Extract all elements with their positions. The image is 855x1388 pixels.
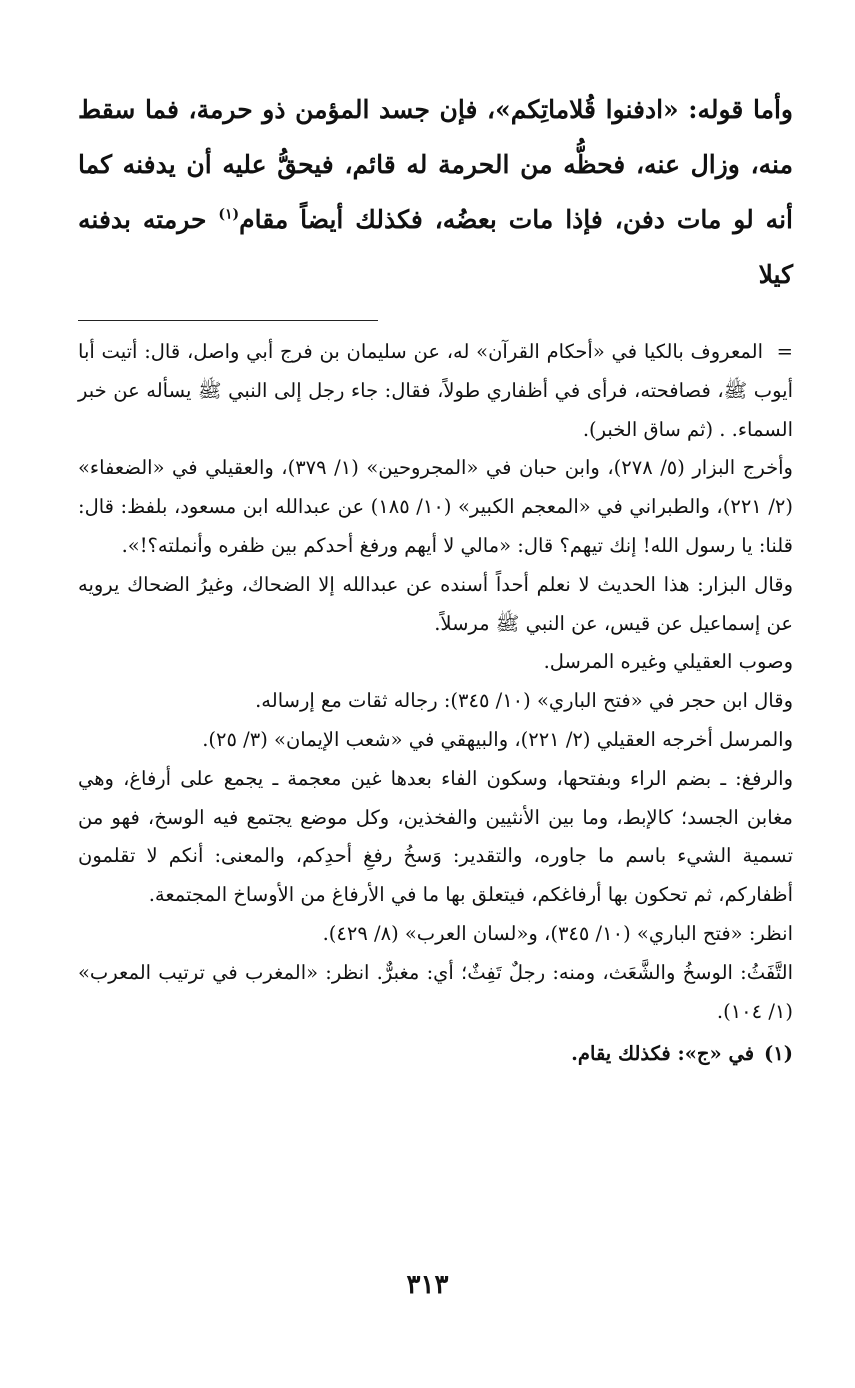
main-line-3: أنه لو مات دفن، فإذا مات بعضُه، فكذلك أيضاً مقام bbox=[239, 205, 793, 234]
footnote-paragraph: انظر: «فتح الباري» (١٠/ ٣٤٥)، و«لسان العرب» (٨/ ٤٢٩). bbox=[322, 921, 793, 945]
main-text bbox=[78, 82, 793, 302]
footnote-paragraph: المعروف بالكيا في «أحكام القرآن» له، عن سليمان بن فرج أبي واصل، قال: أتيت أبا أيوب ﷺ، فصافحته، فرأى في أظفاري طولاً، فقال: جاء رجل إلى النبي ﷺ يسأله عن خبر السماء. . (ثم ساق الخبر). bbox=[78, 340, 793, 441]
footnote-paragraph: وقال البزار: هذا الحديث لا نعلم أحداً أسنده عن عبدالله إلا الضحاك، وغيرُ الضحاك يرويه عن إسماعيل عن قيس، عن النبي ﷺ مرسلاً. bbox=[78, 572, 793, 635]
footnote-paragraph: والمرسل أخرجه العقيلي (٢/ ٢٢١)، والبيهقي في «شعب الإيمان» (٣/ ٢٥). bbox=[202, 727, 793, 751]
footnotes-section bbox=[78, 333, 793, 1074]
footnote-text: في «ج»: فكذلك يقام. bbox=[571, 1042, 755, 1066]
document-page bbox=[78, 82, 793, 1348]
footnote-paragraph: التَّفَثُ: الوسخُ والشَّعَث، ومنه: رجلٌ تَفِثٌ؛ أي: مغبرٌّ. انظر: «المغرب في ترتيب المعرب» (١/ ١٠٤). bbox=[78, 960, 793, 1023]
continuation-marker: = bbox=[776, 340, 793, 363]
footnote-1 bbox=[78, 1035, 793, 1074]
main-line-3-end: حرمته بدفنه كيلا bbox=[78, 205, 793, 289]
footnote-reference[interactable]: (١) bbox=[218, 206, 240, 223]
footnote-paragraph: والرفغ: ـ بضم الراء وبفتحها، وسكون الفاء بعدها غين معجمة ـ يجمع على أرفاغ، وهي مغابن الجسد؛ كالإبط، وما بين الأنثيين والفخذين، وكل موضع يجتمع فيه الوسخ، فهو من تسمية الشيء باسم ما جاوره، والتقدير: وَسخُ رفغِ أحدِكم، والمعنى: أنكم لا تقلمون أظفاركم، ثم تحكون بها أرفاغكم، فيتعلق بها ما في الأرفاغ من الأوساخ المجتمعة. bbox=[78, 766, 793, 907]
footnote-continuation bbox=[78, 333, 793, 449]
page-number: ٣١٣ bbox=[406, 1270, 449, 1300]
main-line-2: سقط منه، وزال عنه، فحظُّه من الحرمة له قائم، فيحقُّ عليه أن يدفنه كما bbox=[78, 95, 793, 179]
footnote-separator bbox=[78, 320, 378, 321]
main-line-1: وأما قوله: «ادفنوا قُلاماتِكم»، فإن جسد المؤمن ذو حرمة، فما bbox=[144, 95, 793, 124]
footnote-paragraph: وأخرج البزار (٥/ ٢٧٨)، وابن حبان في «المجروحين» (١/ ٣٧٩)، والعقيلي في «الضعفاء» (٢/ ٢٢١)، والطبراني في «المعجم الكبير» (١٠/ ١٨٥) عن عبدالله ابن مسعود، بلفظ: قال: قلنا: يا رسول الله! إنك تيهم؟ قال: «مالي لا أيهم ورفغ أحدكم بين ظفره وأنملته؟!». bbox=[78, 456, 793, 557]
footnote-separator-wrap bbox=[78, 302, 793, 333]
footnote-paragraph: وقال ابن حجر في «فتح الباري» (١٠/ ٣٤٥): رجاله ثقات مع إرساله. bbox=[255, 689, 793, 713]
footnote-number: (١) bbox=[764, 1042, 793, 1066]
footnote-paragraph: وصوب العقيلي وغيره المرسل. bbox=[543, 650, 793, 674]
